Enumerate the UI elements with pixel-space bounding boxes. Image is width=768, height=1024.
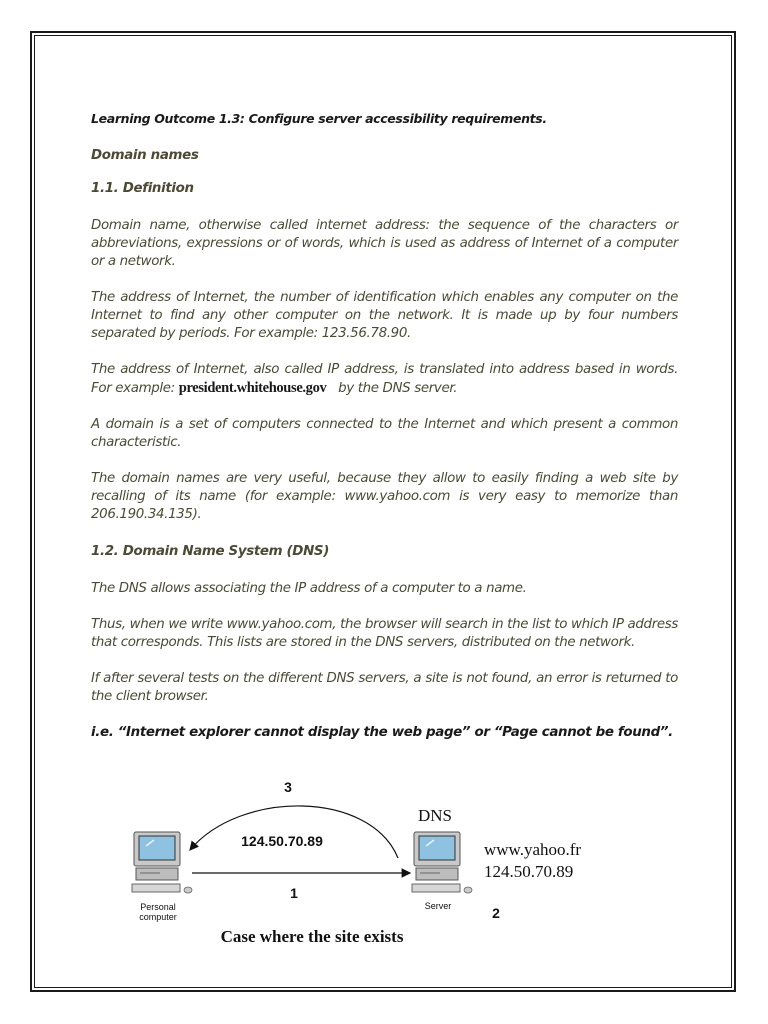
dns-paragraph-3: If after several tests on the different DNS servers, a site is not found, an error is returned to the client browser. xyxy=(91,671,678,704)
host-name-label: www.yahoo.fr xyxy=(484,840,582,859)
dns-paragraph-2: Thus, when we write www.yahoo.com, the browser will search in the list to which IP address that corresponds. This lists are stored in the DNS servers, distributed on the network. xyxy=(91,617,678,650)
definition-paragraph-1: Domain name, otherwise called internet address: the sequence of the characters or abbreviations, expressions or of words, which is used as address of Internet of a computer or a network. xyxy=(91,218,678,269)
learning-outcome: Learning Outcome 1.3: Configure server accessibility requirements. xyxy=(91,111,547,126)
server-computer-icon xyxy=(412,832,472,893)
dns-paragraph-1: The DNS allows associating the IP address of a computer to a name. xyxy=(91,581,527,596)
error-example: i.e. “Internet explorer cannot display the web page” or “Page cannot be found”. xyxy=(91,725,673,740)
pc-label-line1: Personal xyxy=(140,902,176,912)
diagram-caption: Case where the site exists xyxy=(220,927,404,946)
dns-diagram xyxy=(120,770,640,950)
ip-translation-text: The address of Internet, also called IP address, is translated into address based in words. For example: xyxy=(91,362,678,396)
step-1-label: 1 xyxy=(290,885,298,901)
server-label: Server xyxy=(424,901,452,911)
definition-paragraph-5: The domain names are very useful, because they allow to easily finding a web site by recalling of its name (for example: www.yahoo.com is very easy to memorize than 206.190.34.135). xyxy=(91,471,678,522)
definition-paragraph-2: The address of Internet, the number of identification which enables any computer on the Internet to find any other computer on the network. It is made up by four numbers separated by periods. For example: 123.56.78.90. xyxy=(91,290,678,341)
step-3-label: 3 xyxy=(284,779,292,795)
definition-paragraph-4: A domain is a set of computers connected to the Internet and which present a common characteristic. xyxy=(91,417,678,450)
section-title: Domain names xyxy=(91,148,199,163)
pc-label-line2: computer xyxy=(139,912,177,922)
personal-computer-icon xyxy=(132,832,192,893)
document-body xyxy=(91,110,678,742)
response-ip-label: 124.50.70.89 xyxy=(241,833,323,849)
definition-paragraph-3 xyxy=(91,361,678,398)
response-arrow xyxy=(190,806,398,858)
subsection-dns: 1.2. Domain Name System (DNS) xyxy=(91,544,329,559)
host-ip-label: 124.50.70.89 xyxy=(484,862,574,881)
dns-label: DNS xyxy=(417,806,453,825)
step-2-label: 2 xyxy=(492,905,500,921)
example-domain: president.whitehouse.gov xyxy=(178,380,327,396)
ip-translation-suffix: by the DNS server. xyxy=(326,381,458,396)
subsection-definition: 1.1. Definition xyxy=(91,181,194,196)
